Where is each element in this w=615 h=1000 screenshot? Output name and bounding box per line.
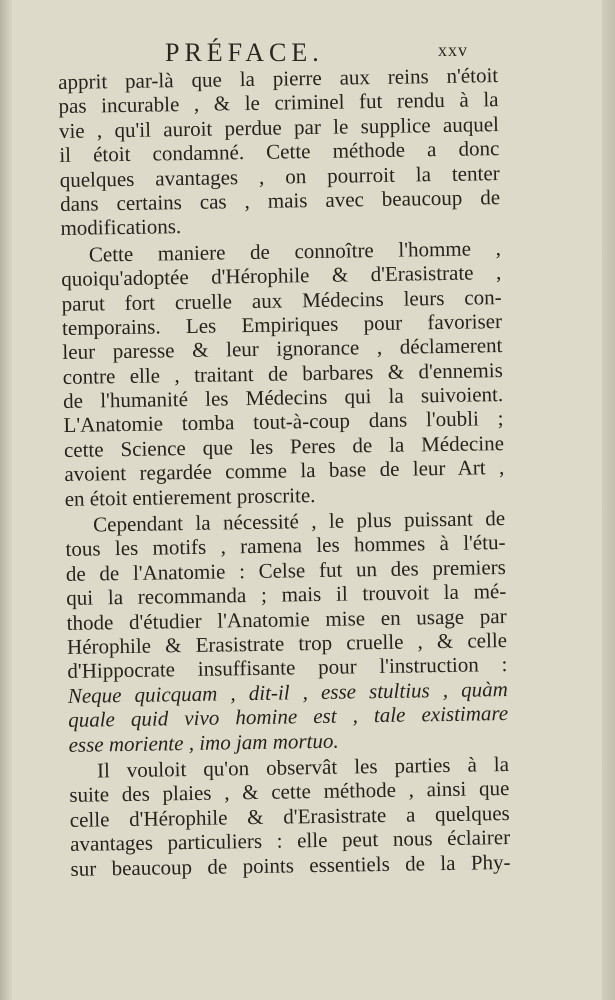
- text-line: thode d'étudier l'Anatomie mise en usage par: [66, 603, 507, 635]
- text-line: cette Science que les Peres de la Médecine: [63, 430, 505, 462]
- text-line: avoient regardée comme la base de leur Art ,: [64, 455, 505, 487]
- header-title: PRÉFACE.: [165, 38, 324, 67]
- text-line: quoiqu'adoptée d'Hérophile & d'Erasistrate ,: [61, 260, 502, 292]
- latin-quote-line: Neque quicquam , dit-il , esse stultius , quàm: [67, 676, 508, 708]
- paragraph-1: [58, 63, 501, 241]
- latin-quote-line: quale quid vivo homine est , tale existimare: [68, 701, 509, 733]
- text-line: celle d'Hérophile & d'Erasistrate a quelques: [69, 800, 510, 832]
- text-line: de l'humanité les Médecins qui la suivoient.: [63, 382, 504, 414]
- text-line: il étoit condamné. Cette méthode a donc: [59, 136, 500, 168]
- text-line: contre elle , traitant de barbares & d'ennemis: [62, 357, 503, 389]
- text-line: leur paresse & leur ignorance , déclamerent: [62, 333, 503, 365]
- text-line: apprit par-là que la pierre aux reins n'étoit: [58, 63, 499, 94]
- text-line: vie , qu'il auroit perdue par le supplice auquel: [58, 111, 500, 143]
- page-number: xxv: [438, 40, 468, 60]
- text-line: quelques avantages , on pourroit la tenter: [59, 160, 500, 192]
- text-line: en étoit entierement proscrite.: [64, 482, 316, 511]
- latin-quote-line: esse moriente , imo jam mortuo.: [68, 728, 339, 757]
- text-line: Cette maniere de connoître l'homme ,: [88, 235, 502, 267]
- text-line: tous les motifs , ramena les hommes à l'étu-: [65, 530, 506, 562]
- text-line: Il vouloit qu'on observât les parties à la: [96, 751, 510, 783]
- paragraph-2: [61, 236, 505, 511]
- paragraph-3: [65, 506, 509, 757]
- text-line: temporains. Les Empiriques pour favoriser: [61, 308, 503, 340]
- text-line: pas incurable , & le criminel fut rendu à la: [58, 87, 499, 119]
- text-line: d'Hippocrate insuffisante pour l'instruction :: [67, 652, 508, 684]
- text-line: qui la recommanda ; mais il trouvoit la mé-: [66, 579, 507, 611]
- text-line: modifications.: [60, 214, 182, 241]
- text-line: Hérophile & Erasistrate trop cruelle , & celle: [66, 628, 508, 659]
- running-head: [0, 38, 615, 68]
- binding-gutter: [0, 0, 12, 1000]
- text-line: parut fort cruelle aux Médecins leurs con-: [61, 284, 502, 316]
- text-line: Cependant la nécessité , le plus puissant de: [92, 506, 506, 537]
- text-line: avantages particuliers : elle peut nous éclairer: [69, 825, 511, 857]
- text-line: de de l'Anatomie : Celse fut un des premiers: [65, 554, 507, 586]
- text-line: L'Anatomie tomba tout-à-coup dans l'oubli ;: [63, 406, 504, 438]
- page-edge: [602, 0, 615, 1000]
- text-line: sur beaucoup de points essentiels de la Phy-: [70, 849, 511, 881]
- text-line: dans certains cas , mais avec beaucoup de: [59, 185, 501, 216]
- body-text: [58, 63, 511, 881]
- text-line: suite des plaies , & cette méthode , ainsi que: [69, 776, 510, 808]
- paragraph-4: [69, 752, 511, 881]
